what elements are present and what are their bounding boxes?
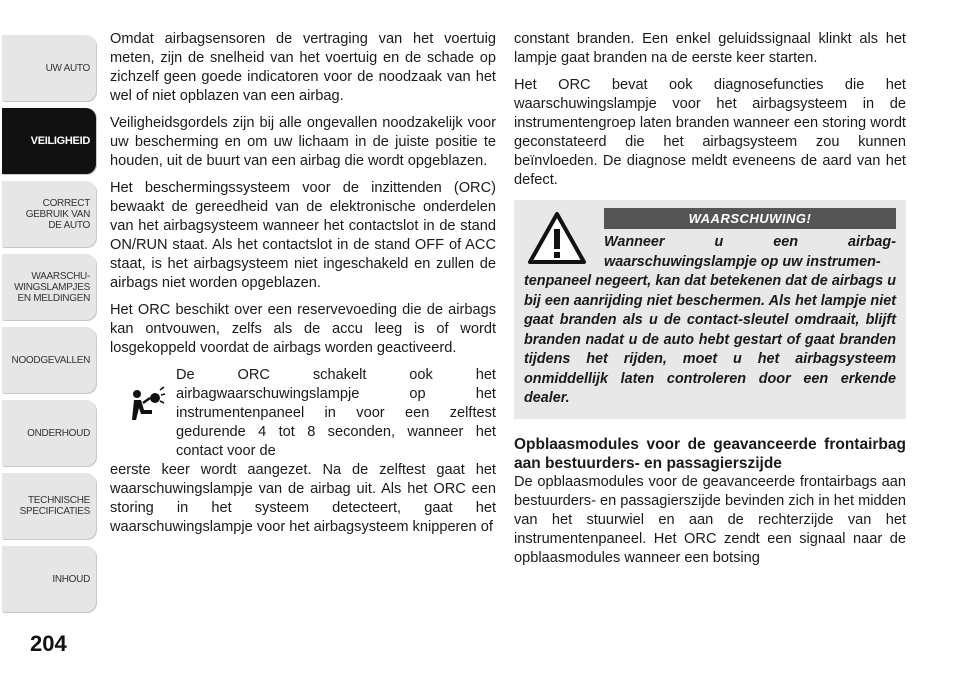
tab-waarschuwingslampjes[interactable] (2, 254, 96, 320)
tab-label: UW AUTO (45, 62, 90, 74)
tab-label: NOODGEVALLEN (11, 354, 90, 366)
paragraph: Veiligheidsgordels zijn bij alle ongevallen noodzakelijk voor uw bescherming en om uw lichaam in de juiste positie te houden, uit de buurt van een airbag die wordt opgeblazen. (110, 115, 496, 169)
paragraph: Het beschermingssysteem voor de inzittenden (ORC) bewaakt de gereedheid van de elektronische onderdelen van het airbagsysteem wanneer het contactslot in de stand ON/RUN staat. Als het contactslot in de stand OFF of ACC staat, is het airbagsysteem niet ingeschakeld en zullen de airbags niet worden opgeblazen. (110, 180, 496, 291)
airbag-warning-icon (126, 386, 166, 426)
tab-uw-auto[interactable] (2, 35, 96, 101)
tab-label: WAARSCHU- WINGSLAMPJES EN MELDINGEN (14, 270, 90, 304)
paragraph: De opblaasmodules voor de geavanceerde frontairbags aan bestuurders- en passagierszijde bevinden zich in het midden van het stuurwiel en aan de rechterzijde van het instrumentenpaneel. Het ORC zendt een signaal naar de opblaasmodules wanneer een botsing (514, 473, 906, 566)
warning-text-rest: tenpaneel negeert, kan dat betekenen dat de airbags u bij een aanrijding niet beschermen. Als het lampje niet gaat branden als u de contact-sleutel omdraait, blijft branden nadat u de auto hebt gestart of gaat branden tijdens het rijden, moet u het airbagsysteem onmiddellijk laten controleren door een erkende dealer. (524, 273, 896, 406)
tab-onderhoud[interactable] (2, 400, 96, 466)
tab-inhoud[interactable] (2, 546, 96, 612)
page-number: 204 (30, 631, 67, 656)
side-tabs (0, 0, 100, 620)
paragraph: De ORC schakelt ook het airbagwaarschuwingslampje op het instrumentenpaneel in voor een zelftest gedurende 4 tot 8 seconden, wanneer het contact voor de (176, 367, 496, 459)
tab-label: TECHNISCHE SPECIFICATIES (19, 495, 90, 517)
tab-veiligheid[interactable] (2, 108, 96, 174)
airbag-indicator-paragraph (110, 366, 496, 537)
section-heading: Opblaasmodules voor de geavanceerde frontairbag aan bestuurders- en passagierszijde (514, 435, 906, 472)
warning-box (514, 200, 906, 419)
tab-noodgevallen[interactable] (2, 327, 96, 393)
paragraph: constant branden. Een enkel geluidssignaal klinkt als het lampje gaat branden na de eerste keer starten. (514, 31, 906, 66)
tab-correct-gebruik[interactable] (2, 181, 96, 247)
tab-label: VEILIGHEID (30, 134, 90, 147)
tab-technische-specificaties[interactable] (2, 473, 96, 539)
paragraph: Het ORC bevat ook diagnosefuncties die het waarschuwingslampje voor het airbagsysteem in de instrumentengroep laten branden wanneer een storing wordt geconstateerd die het airbagsysteem zou kunnen beïnvloeden. De diagnose meldt eveneens de aard van het defect. (514, 77, 906, 188)
left-column (110, 30, 496, 545)
paragraph: eerste keer wordt aangezet. Na de zelftest gaat het waarschuwingslampje van de airbag uit. Als het ORC een storing in het systeem detecteert, gaat het waarschuwingslampje voor het airbagsysteem knipperen of (110, 462, 496, 535)
warning-triangle-icon (528, 212, 586, 264)
tab-label: INHOUD (52, 573, 90, 585)
right-column (514, 30, 906, 576)
paragraph: Het ORC beschikt over een reservevoeding die de airbags kan ontvouwen, zelfs als de accu leeg is of wordt losgekoppeld voordat de airbags worden geactiveerd. (110, 302, 496, 356)
tab-label: CORRECT GEBRUIK VAN DE AUTO (25, 197, 90, 231)
tab-label: ONDERHOUD (27, 427, 90, 439)
paragraph: Omdat airbagsensoren de vertraging van het voertuig meten, zijn de snelheid van het voertuig en de schade op zichzelf geen goede indicatoren voor de noodzaak van het wel of niet opblazen van een airbag. (110, 31, 496, 104)
warning-title: WAARSCHUWING! (604, 208, 896, 229)
warning-text-first: Wanneer u een airbag-waarschuwingslampje op uw instrumen- (604, 234, 896, 270)
